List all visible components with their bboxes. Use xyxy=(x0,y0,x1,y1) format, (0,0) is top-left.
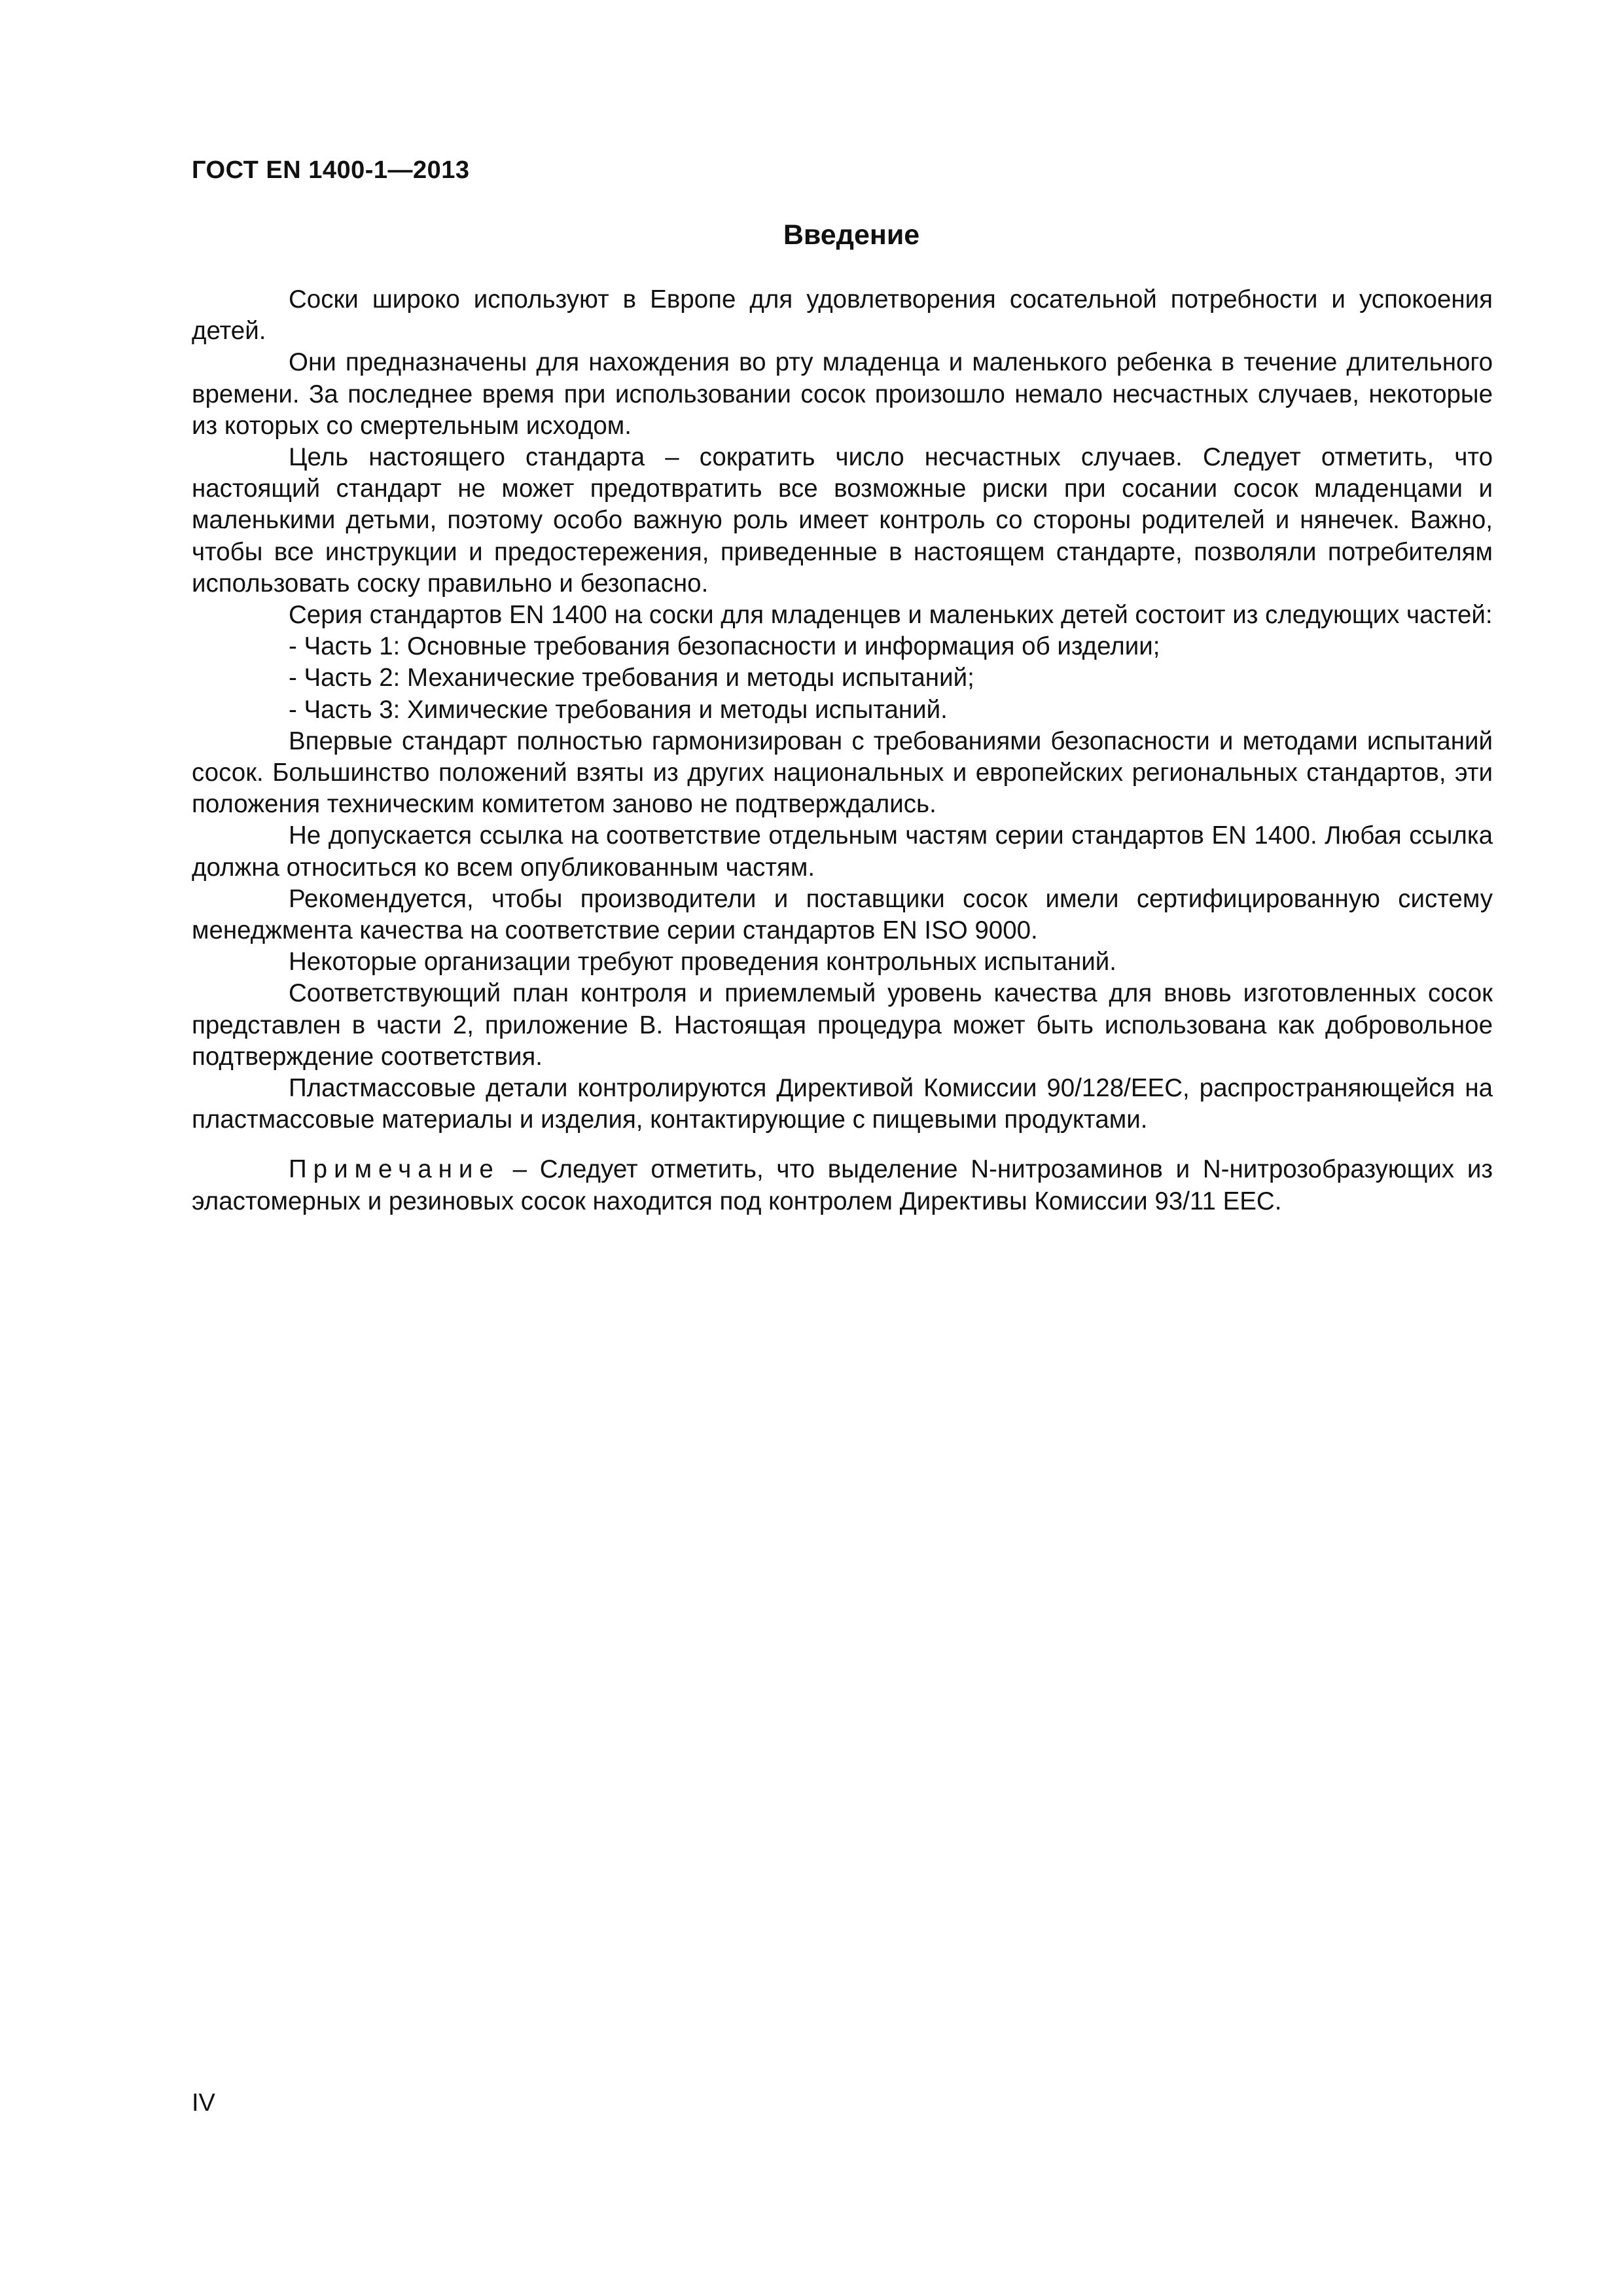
paragraph: Не допускается ссылка на соответствие отдельным частям серии стандартов EN 1400. Любая ссылка должна относиться ко всем опубликованным частям. xyxy=(192,821,1493,882)
paragraph: Цель настоящего стандарта – сократить число несчастных случаев. Следует отметить, что настоящий стандарт не может предотвратить все возможные риски при сосании сосок младенцами и маленькими детьми, поэтому особо важную роль имеет контроль со стороны родителей и нянечек. Важно, чтобы все инструкции и предостережения, приведенные в настоящем стандарте, позволяли потребителям использовать соску правильно и безопасно. xyxy=(192,443,1493,598)
paragraph: Некоторые организации требуют проведения контрольных испытаний. xyxy=(289,948,1116,977)
list-item: - Часть 3: Химические требования и методы испытаний. xyxy=(289,695,948,724)
paragraph: Впервые стандарт полностью гармонизирован с требованиями безопасности и методами испытаний сосок. Большинство положений взяты из других национальных и европейских региональных стандартов, эти положения техническим комитетом заново не подтверждались. xyxy=(192,726,1493,819)
paragraph: Они предназначены для нахождения во рту младенца и маленького ребенка в течение длительного времени. За последнее время при использовании сосок произошло немало несчастных случаев, некоторые из которых со смертельным исходом. xyxy=(192,348,1493,440)
paragraph: Серия стандартов EN 1400 на соски для младенцев и маленьких детей состоит из следующих частей: xyxy=(289,601,1493,630)
paragraph: Пластмассовые детали контролируются Директивой Комиссии 90/128/EEC, распространяющейся на пластмассовые материалы и изделия, контактирующие с пищевыми продуктами. xyxy=(192,1074,1493,1134)
document-id: ГОСТ EN 1400-1—2013 xyxy=(192,156,470,184)
page-number: IV xyxy=(192,2089,215,2117)
paragraph: Соски широко используют в Европе для удовлетворения сосательной потребности и успокоения детей. xyxy=(192,285,1493,346)
list-item: - Часть 2: Механические требования и методы испытаний; xyxy=(289,664,974,692)
paragraph: Рекомендуется, чтобы производители и поставщики сосок имели сертифицированную систему менеджмента качества на соответствие серии стандартов EN ISO 9000. xyxy=(192,884,1493,945)
list-item: - Часть 1: Основные требования безопасности и информация об изделии; xyxy=(289,632,1160,661)
note-text: – Следует отметить, что выделение N-нитрозаминов и N-нитрозобразующих из эластомерных и резиновых сосок находится под контролем Директивы Комиссии 93/11 EEC. xyxy=(192,1155,1493,1215)
paragraph: Соответствующий план контроля и приемлемый уровень качества для вновь изготовленных сосок представлен в части 2, приложение В. Настоящая процедура может быть использована как добровольное подтверждение соответствия. xyxy=(192,979,1493,1071)
body-text xyxy=(192,284,1493,1217)
note xyxy=(192,1154,1493,1217)
note-label: Примечание xyxy=(289,1155,500,1184)
page-title: Введение xyxy=(783,219,920,251)
